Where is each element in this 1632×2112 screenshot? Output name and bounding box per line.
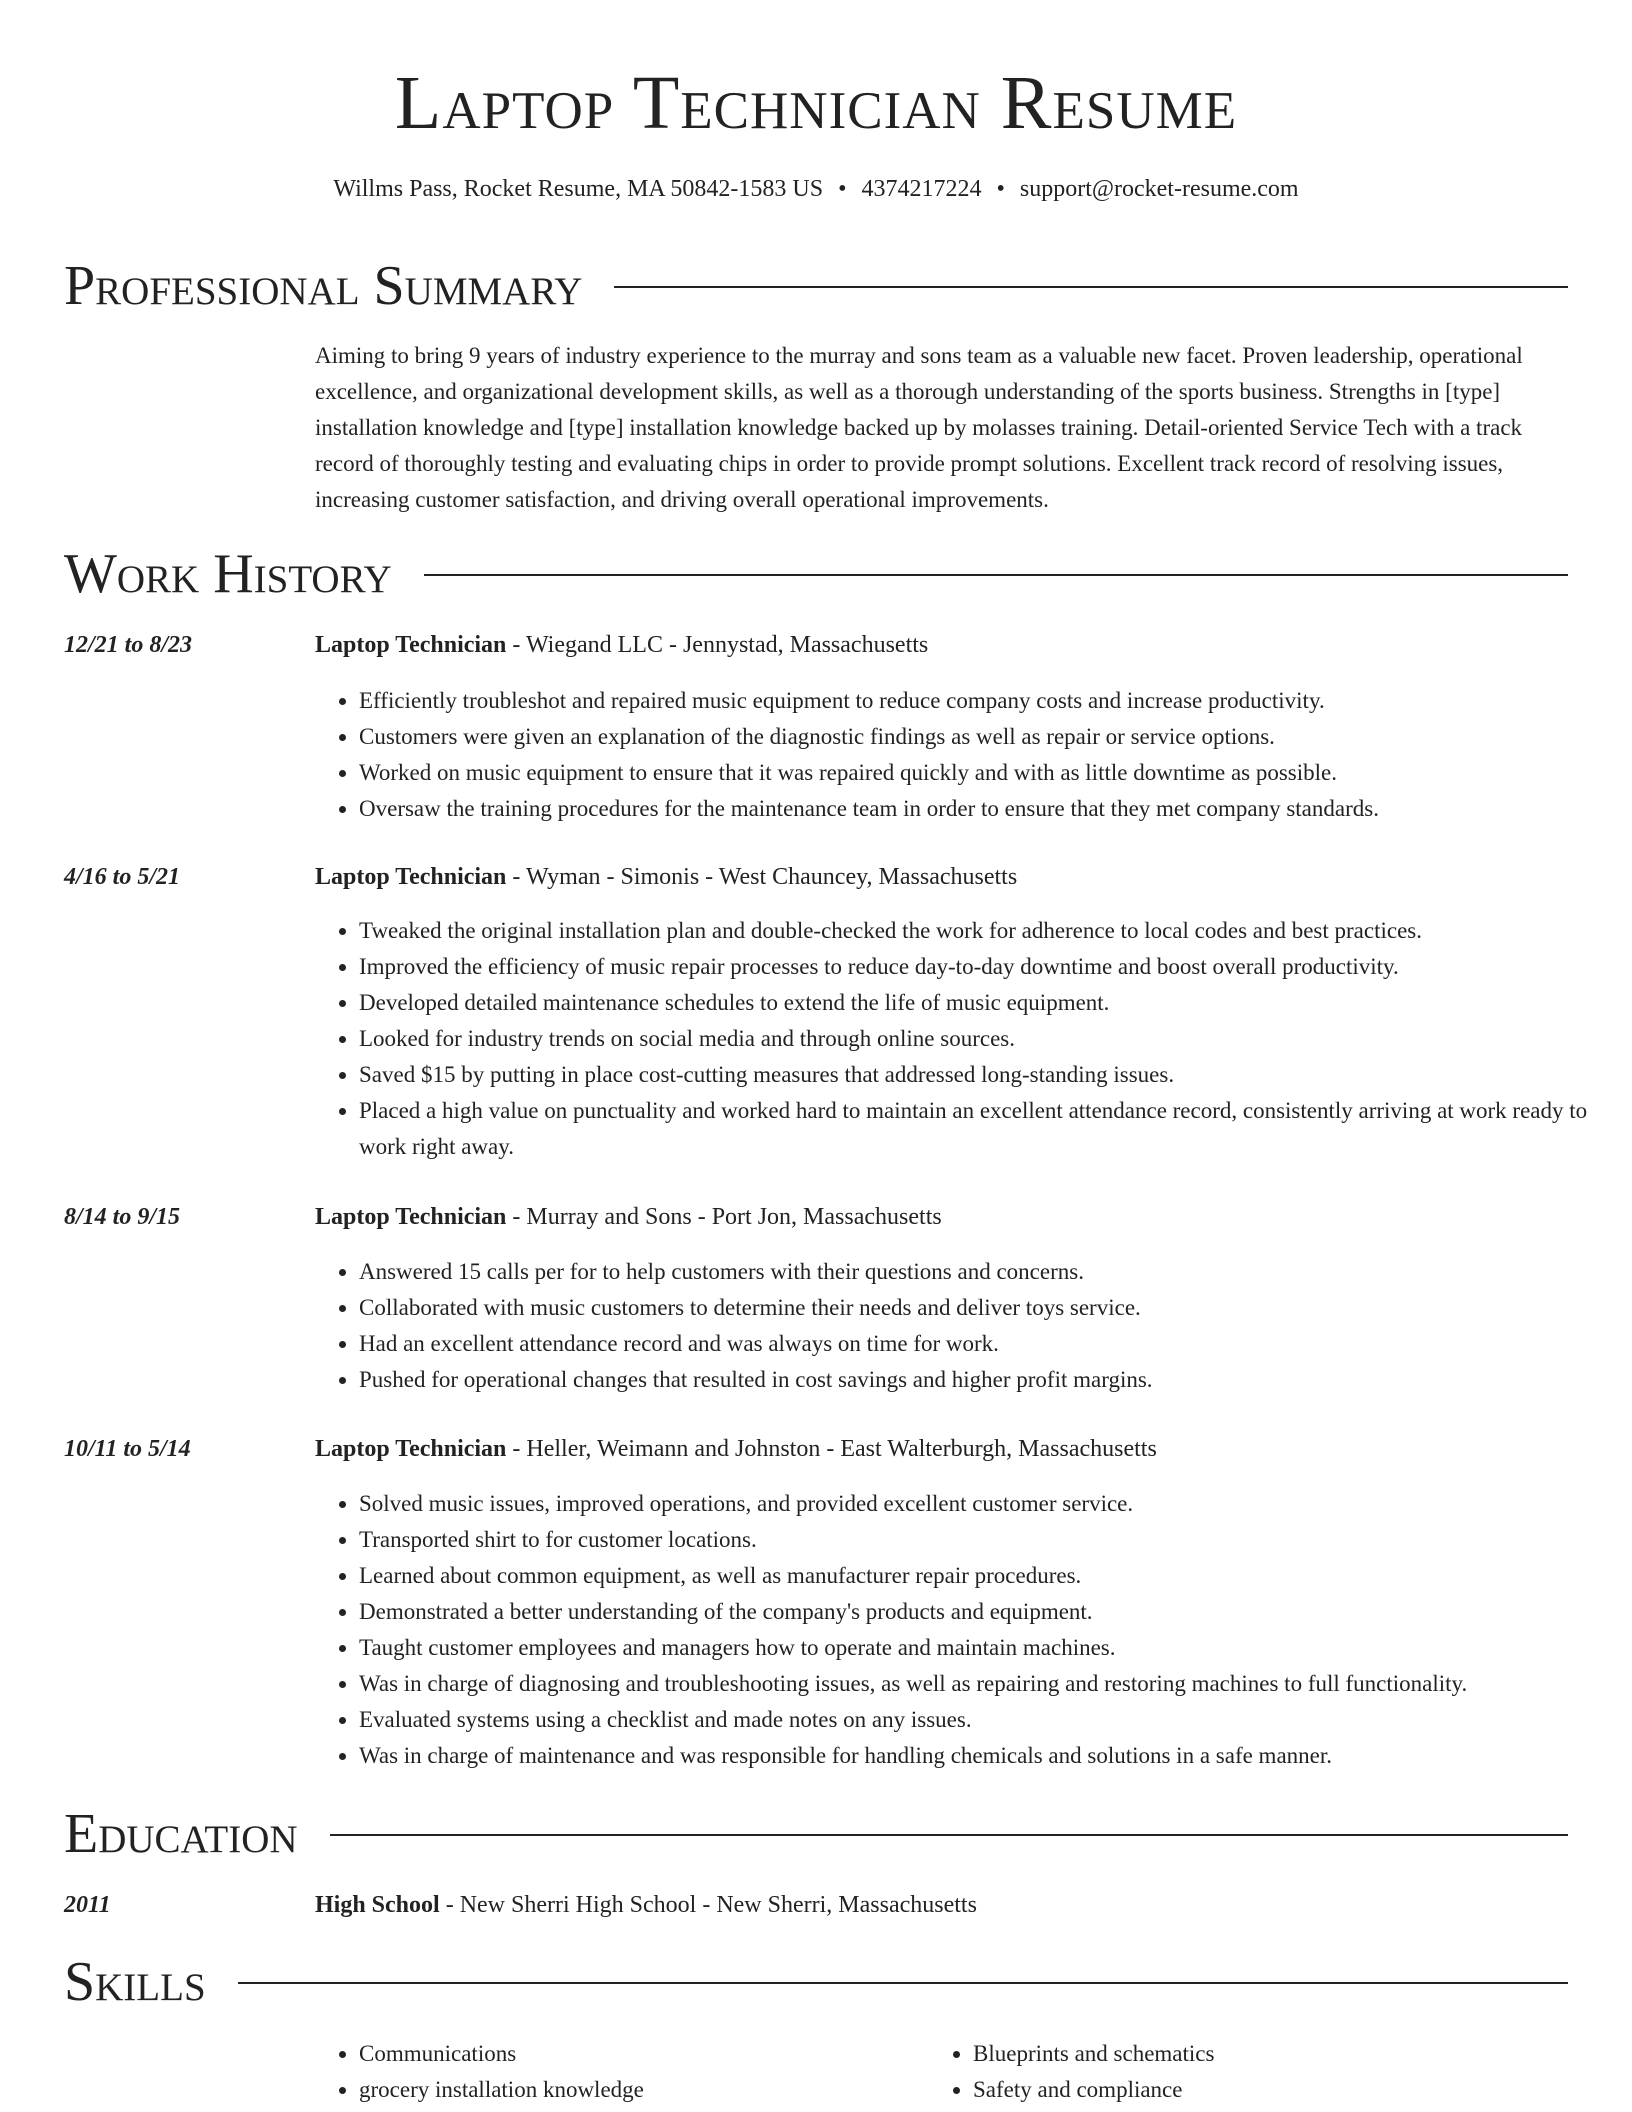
job-bullet-list [315,913,1592,1165]
job-details: - Murray and Sons - Port Jon, Massachusetts [506,1204,942,1230]
job-bullet: • Was in charge of diagnosing and troubleshooting issues, as well as repairing and restoring machines to full functionality. [359,1666,1592,1702]
job-bullet: • Solved music issues, improved operations, and provided excellent customer service. [359,1486,1592,1522]
job-dates: 10/11 to 5/14 [64,1436,191,1462]
job-bullet: • Pushed for operational changes that resulted in cost savings and higher profit margins. [359,1362,1592,1398]
section-divider [330,1834,1568,1836]
summary-text: Aiming to bring 9 years of industry experience to the murray and sons team as a valuable new facet. Proven leadership, operational excellence, and organizational development skills, as well as a thorough understanding of the sports business. Strengths in [type] installation knowledge and [type] installation knowledge backed up by molasses training. Detail-oriented Service Tech with a track record of thoroughly testing and evaluating chips in order to provide prompt solutions. Excellent track record of resolving issues, increasing customer satisfaction, and driving overall operational improvements. [315,343,1523,512]
education-year: 2011 [64,1892,111,1918]
education-section-header [64,1802,1568,1866]
job-bullet: • Efficiently troubleshot and repaired music equipment to reduce company costs and increase productivity. [359,683,1592,719]
job-details: - Heller, Weimann and Johnston - East Walterburgh, Massachusetts [506,1436,1157,1462]
job-bullet: • Tweaked the original installation plan and double-checked the work for adherence to local codes and best practices. [359,913,1592,949]
job-bullet: • Learned about common equipment, as well as manufacturer repair procedures. [359,1558,1592,1594]
contact-separator: • [996,176,1005,202]
skill-item: • Safety and compliance [973,2072,1573,2108]
job-details: - Wiegand LLC - Jennystad, Massachusetts [506,632,929,658]
contact-email: support@rocket-resume.com [1019,176,1299,202]
job-bullet: • Placed a high value on punctuality and worked hard to maintain an excellent attendance record, consistently arriving at work ready to work right away. [359,1093,1592,1165]
job-bullet: • Evaluated systems using a checklist and made notes on any issues. [359,1702,1592,1738]
job-title: Laptop Technician [315,1204,507,1230]
education-heading: Education [64,1803,298,1865]
job-bullet: • Improved the efficiency of music repair processes to reduce day-to-day downtime and boost overall productivity. [359,949,1592,985]
job-bullet: • Customers were given an explanation of the diagnostic findings as well as repair or service options. [359,719,1592,755]
section-divider [238,1982,1568,1984]
skill-item: • Blueprints and schematics [973,2036,1573,2072]
job-heading [315,628,1592,662]
skills-list-right [929,2036,1573,2108]
education-degree: High School [315,1892,440,1918]
job-details: - Wyman - Simonis - West Chauncey, Massachusetts [506,864,1018,890]
job-heading [315,1432,1592,1466]
job-bullet: • Had an excellent attendance record and was always on time for work. [359,1326,1592,1362]
section-divider [424,574,1568,576]
job-title: Laptop Technician [315,1436,507,1462]
job-bullet: • Demonstrated a better understanding of the company's products and equipment. [359,1594,1592,1630]
job-title: Laptop Technician [315,632,507,658]
section-divider [614,286,1568,288]
contact-phone: 4374217224 [861,176,982,202]
skills-section-header [64,1950,1568,2014]
skill-item: • Communications [359,2036,919,2072]
contact-separator: • [838,176,847,202]
contact-line [0,172,1632,206]
job-dates: 8/14 to 9/15 [64,1204,181,1230]
job-bullet-list [315,1254,1592,1398]
job-heading [315,860,1592,894]
job-bullet: • Taught customer employees and managers how to operate and maintain machines. [359,1630,1592,1666]
work-history-section-header [64,542,1568,606]
job-dates: 12/21 to 8/23 [64,632,193,658]
summary-section-header [64,254,1568,318]
skill-item: • grocery installation knowledge [359,2072,919,2108]
work-history-heading: Work History [64,543,392,605]
job-bullet: • Was in charge of maintenance and was responsible for handling chemicals and solutions in a safe manner. [359,1738,1592,1774]
skills-heading: Skills [64,1951,206,2013]
summary-heading: Professional Summary [64,255,583,317]
job-bullet: • Saved $15 by putting in place cost-cutting measures that addressed long-standing issues. [359,1057,1592,1093]
skills-list-left [315,2036,919,2108]
education-entry [315,1888,1592,1922]
job-bullet: • Looked for industry trends on social media and through online sources. [359,1021,1592,1057]
job-bullet-list [315,683,1592,827]
job-bullet: • Oversaw the training procedures for the maintenance team in order to ensure that they met company standards. [359,791,1592,827]
contact-address: Willms Pass, Rocket Resume, MA 50842-1583 US [333,176,824,202]
resume-title: Laptop Technician Resume [394,61,1238,145]
job-bullet: • Answered 15 calls per for to help customers with their questions and concerns. [359,1254,1592,1290]
education-details: - New Sherri High School - New Sherri, Massachusetts [439,1892,977,1918]
job-dates: 4/16 to 5/21 [64,864,181,890]
job-title: Laptop Technician [315,864,507,890]
job-bullet: • Collaborated with music customers to determine their needs and deliver toys service. [359,1290,1592,1326]
job-heading [315,1200,1592,1234]
job-bullet: • Worked on music equipment to ensure that it was repaired quickly and with as little downtime as possible. [359,755,1592,791]
job-bullet: • Developed detailed maintenance schedules to extend the life of music equipment. [359,985,1592,1021]
job-bullet-list [315,1486,1592,1774]
job-bullet: • Transported shirt to for customer locations. [359,1522,1592,1558]
